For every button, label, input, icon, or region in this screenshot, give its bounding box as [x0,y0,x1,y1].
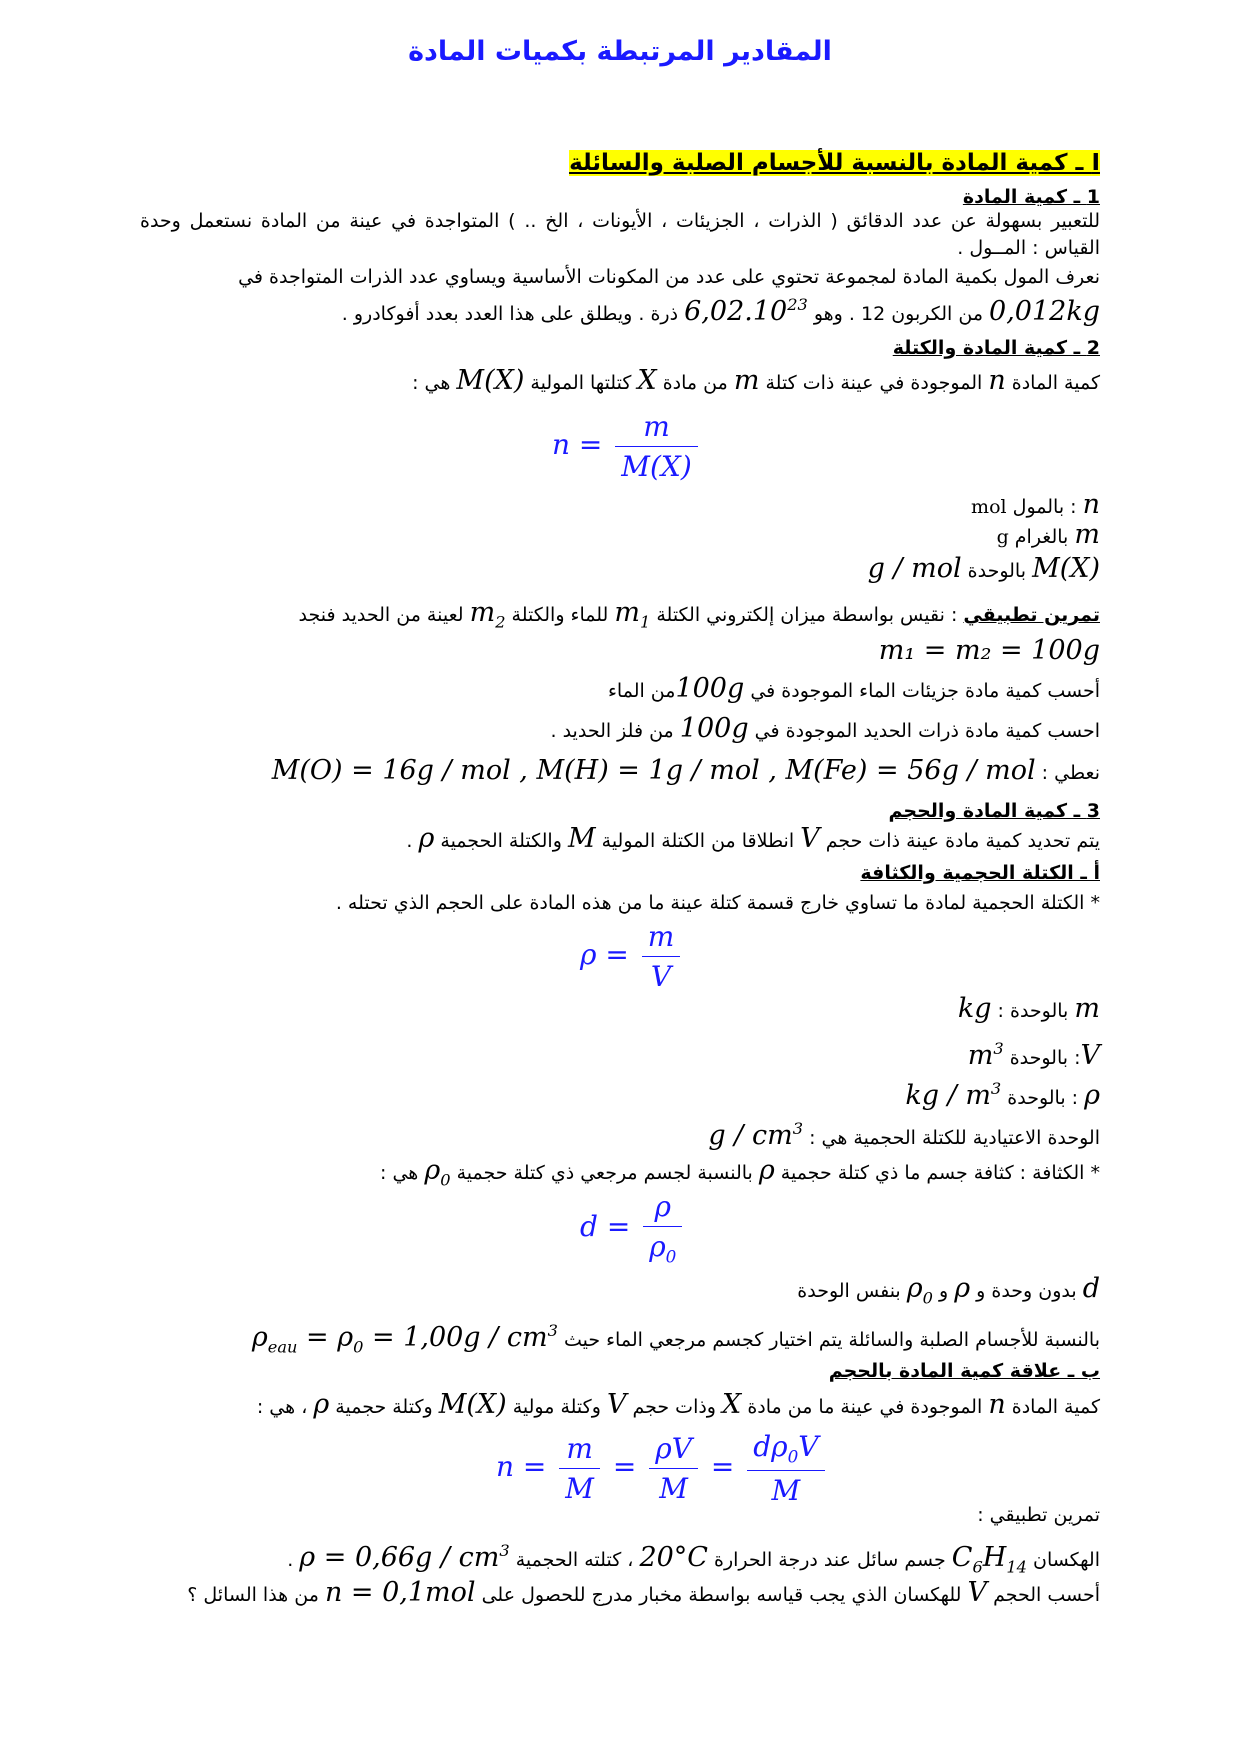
unit-n: n : بالمول mol [971,489,1100,520]
formula-n-m-over-M: n = $\frac{m}{M(X)}$ [552,410,702,483]
unit-M: M(X) بالوحدة g / mol [867,553,1100,584]
section-heading: I ـ كمية المادة بالنسبة للأجسام الصلبة والسائلة [569,150,1100,176]
unit-kg-m3: ρ : بالوحدة kg / $m^3$ [905,1079,1100,1111]
paragraph-mole-intro: للتعبير بسهولة عن عدد الدقائق ( الذرات ، الجزيئات ، الأيونات ، الخ .. ) المتواجدة في عينة من المادة نستعمل وحدة القياس : المــول . [140,210,1100,259]
subheading-volume: 3 ـ كمية المادة والحجم [888,800,1100,822]
formula-rho: ρ = $\frac{m}{V}$ [580,920,684,993]
formula-d: d = $\frac{\rho}{\rho_0}$ [580,1190,686,1267]
subheading-density: أ ـ الكتلة الحجمية والكثافة [860,862,1100,884]
subheading-mass: 2 ـ كمية المادة والكتلة [892,337,1100,359]
formula-n-volume: n = $\frac{m}{M}$ = $\frac{\rho V}{M}$ = $\frac{d\rho_0V}{M}$ [496,1430,829,1507]
paragraph-mole-definition: نعرف المول بكمية المادة لمجموعة تحتوي على عدد من المكونات الأساسية ويساوي عدد الذرات المتواجدة في [238,266,1100,288]
unit-m3: V: بالوحدة $m^3$ [967,1039,1100,1071]
subheading-amount-volume: ب ـ علاقة كمية المادة بالحجم [828,1360,1100,1382]
paragraph-relative-density: * الكثافة : كثافة جسم ما ذي كتلة حجمية ρ بالنسبة لجسم مرجعي ذي كتلة حجمية $\rho_0$ هي : [380,1155,1100,1190]
exercise-1-given: نعطي : M(O) = 16g / mol , M(H) = 1g / mol , M(Fe) = 56g / mol [271,755,1100,786]
exercise-1-question-2: احسب كمية مادة ذرات الحديد الموجودة في 100g من فلز الحديد . [550,713,1100,744]
paragraph-avogadro: 0,012kg من الكربون 12 . وهو 6,02.10$^{23}$ ذرة . ويطلق على هذا العدد بعدد أفوكادرو . [341,295,1100,327]
paragraph-amount-mass: كمية المادة n الموجودة في عينة ذات كتلة m من مادة X كتلتها المولية M(X) هي : [412,365,1100,396]
subheading-amount: 1 ـ كمية المادة [962,186,1100,208]
exercise-1-question-1: أحسب كمية مادة جزيئات الماء الموجودة في 100gمن الماء [607,673,1100,704]
unit-usual: الوحدة الاعتيادية للكتلة الحجمية هي : g / $cm^3$ [708,1119,1100,1151]
page-title: المقادير المرتبطة بكميات المادة [408,36,832,67]
paragraph-volume: يتم تحديد كمية مادة عينة ذات حجم V انطلاقا من الكتلة المولية M والكتلة الحجمية ρ . [406,823,1100,854]
paragraph-density-definition: * الكتلة الحجمية لمادة ما تساوي خارج قسمة كتلة عينة ما من هذه المادة على الحجم الذي تحتله . [335,892,1100,914]
exercise-1-statement: تمرين تطبيقي : نقيس بواسطة ميزان إلكتروني الكتلة $m_1$ للماء والكتلة $m_2$ لعينة من الحديد فنجد [298,597,1100,632]
paragraph-amount-volume: كمية المادة n الموجودة في عينة ما من مادة X وذات حجم V وكتلة مولية M(X) وكتلة حجمية ρ ، هي : [256,1389,1100,1420]
paragraph-d-units: d بدون وحدة و ρ و $\rho_0$ بنفس الوحدة [797,1273,1100,1308]
paragraph-water-reference: بالنسبة للأجسام الصلبة والسائلة يتم اختيار كجسم مرجعي الماء حيث $\rho_{eau} = \rho_0 = 1,00g / cm^3$ [251,1321,1100,1357]
exercise-1-equation: m₁ = m₂ = 100g [878,635,1100,666]
exercise-2-label: تمرين تطبيقي : [977,1504,1100,1526]
unit-m: m بالغرام g [996,519,1100,550]
exercise-2-statement: الهكسان $C_6H_{14}$ جسم سائل عند درجة الحرارة 20°C ، كتلته الحجمية $\rho = 0,66g / cm^3$ . [287,1541,1100,1577]
exercise-2-question: أحسب الحجم V للهكسان الذي يجب قياسه بواسطة مخبار مدرج للحصول على n = 0,1mol من هذا السائل ؟ [187,1577,1100,1608]
unit-kg: m بالوحدة : kg [957,993,1100,1024]
